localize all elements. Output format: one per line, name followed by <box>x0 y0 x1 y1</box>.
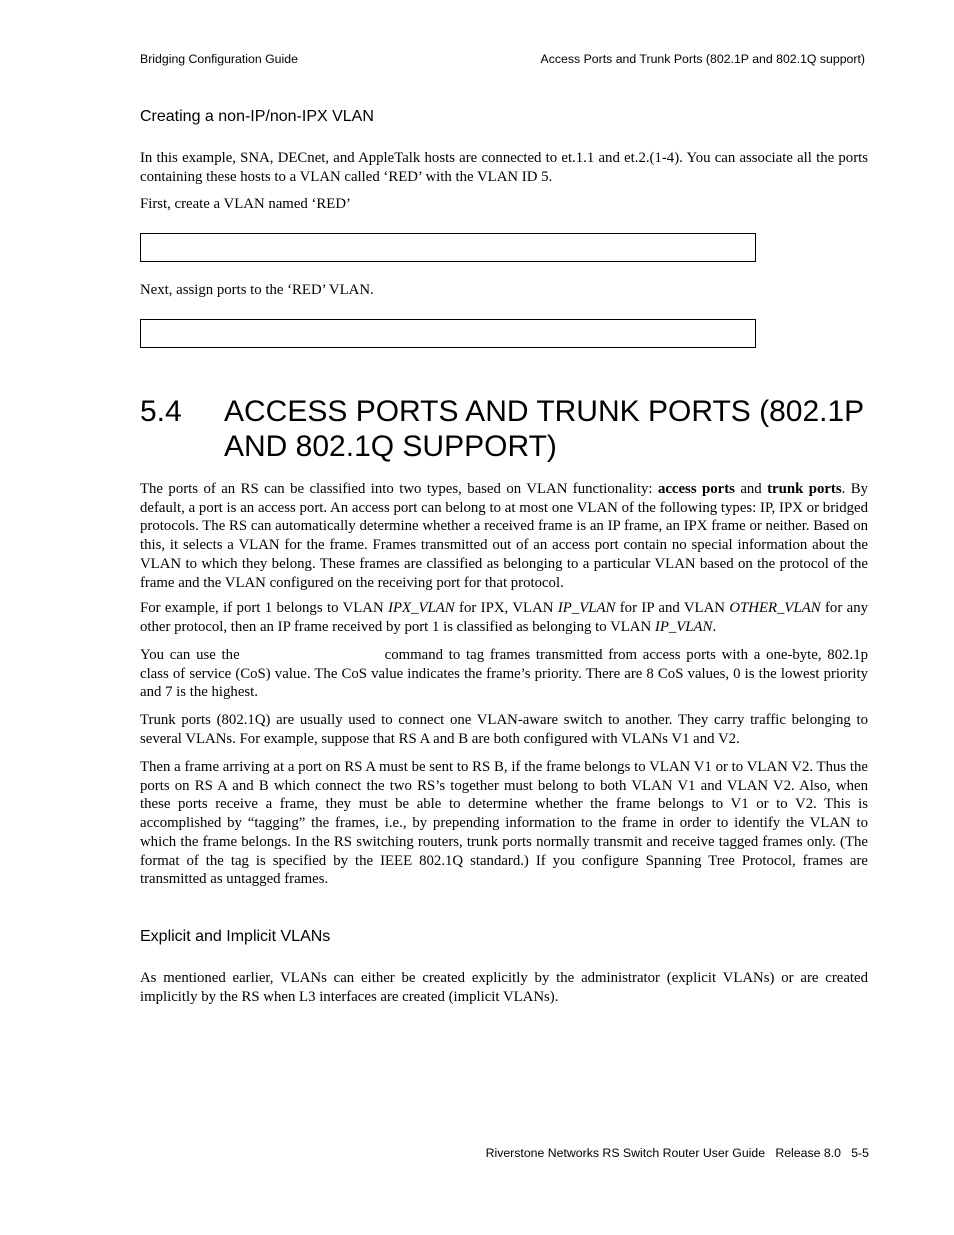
paragraph-cos-command: You can use the command to tag frames transmitted from access ports with a one-byte, 802.1p class of service (CoS) value. The CoS value indicates the frame’s priority. There are 8 CoS values, 0 is the lowest priority and 7 is the highest. <box>140 647 868 701</box>
command-example-box <box>140 319 756 348</box>
paragraph-tagging: Then a frame arriving at a port on RS A must be sent to RS B, if the frame belongs to VLAN V1 or to VLAN V2. Thus the ports on RS A and B which connect the two RS’s together must belong to both VLAN V1 and VLAN V2. Also, when these ports receive a frame, they must be able to determine whether the frame belongs to V1 or to V2. This is accomplished by “tagging” the frames, i.e., by prepending information to the frame in order to identify the VLAN to which the frame belongs. In the RS switching routers, trunk ports normally transmit and receive tagged frames only. (The format of the tag is specified by the IEEE 802.1Q standard.) If you configure Spanning Tree Protocol, frames are transmitted as untagged frames. <box>140 759 868 888</box>
section-title: ACCESS PORTS AND TRUNK PORTS (802.1P AND 802.1Q SUPPORT) <box>224 395 864 463</box>
subsection-heading-nonip-vlan: Creating a non-IP/non-IPX VLAN <box>140 108 374 125</box>
running-header-right: Access Ports and Trunk Ports (802.1P and 802.1Q support) <box>540 52 865 66</box>
paragraph-vlan-example: For example, if port 1 belongs to VLAN IPX_VLAN for IPX, VLAN IP_VLAN for IP and VLAN OTHER_VLAN for any other protocol, then an IP frame received by port 1 is classified as belonging to VLAN IP_VLAN. <box>140 600 868 635</box>
paragraph-create-vlan: First, create a VLAN named ‘RED’ <box>140 196 351 212</box>
paragraph-explicit-implicit: As mentioned earlier, VLANs can either be created explicitly by the administrator (explicit VLANs) or are created implicitly by the RS when L3 interfaces are created (implicit VLANs). <box>140 970 868 1005</box>
term-trunk-ports: trunk ports <box>767 481 842 497</box>
paragraph-assign-ports: Next, assign ports to the ‘RED’ VLAN. <box>140 282 374 298</box>
command-example-box <box>140 233 756 262</box>
paragraph-trunk-ports: Trunk ports (802.1Q) are usually used to connect one VLAN-aware switch to another. They carry traffic belonging to several VLANs. For example, suppose that RS A and B are both configured with VLANs V1 and V2. <box>140 712 868 747</box>
running-footer: Riverstone Networks RS Switch Router User Guide Release 8.0 5-5 <box>485 1146 869 1160</box>
paragraph-port-types: The ports of an RS can be classified into two types, based on VLAN functionality: access ports and trunk ports. By default, a port is an access port. An access port can belong to at most one VLAN of the following types: IP, IPX or bridged protocols. The RS can automatically determine whether a received frame is an IP frame, an IPX frame or neither. Based on this, it selects a VLAN for the frame. Frames transmitted out of an access port contain no special information about the VLAN to which they belong. These frames are classified as belonging to a particular VLAN based on the protocol of the frame and the VLAN configured on the receiving port for that protocol. <box>140 481 869 591</box>
paragraph-nonip-intro: In this example, SNA, DECnet, and AppleTalk hosts are connected to et.1.1 and et.2.(1-4). You can associate all the ports containing these hosts to a VLAN called ‘RED’ with the VLAN ID 5. <box>140 150 868 185</box>
term-access-ports: access ports <box>657 481 735 497</box>
subsection-heading-explicit-implicit: Explicit and Implicit VLANs <box>140 928 331 945</box>
running-header-left: Bridging Configuration Guide <box>140 52 298 66</box>
section-number: 5.4 <box>140 395 182 428</box>
